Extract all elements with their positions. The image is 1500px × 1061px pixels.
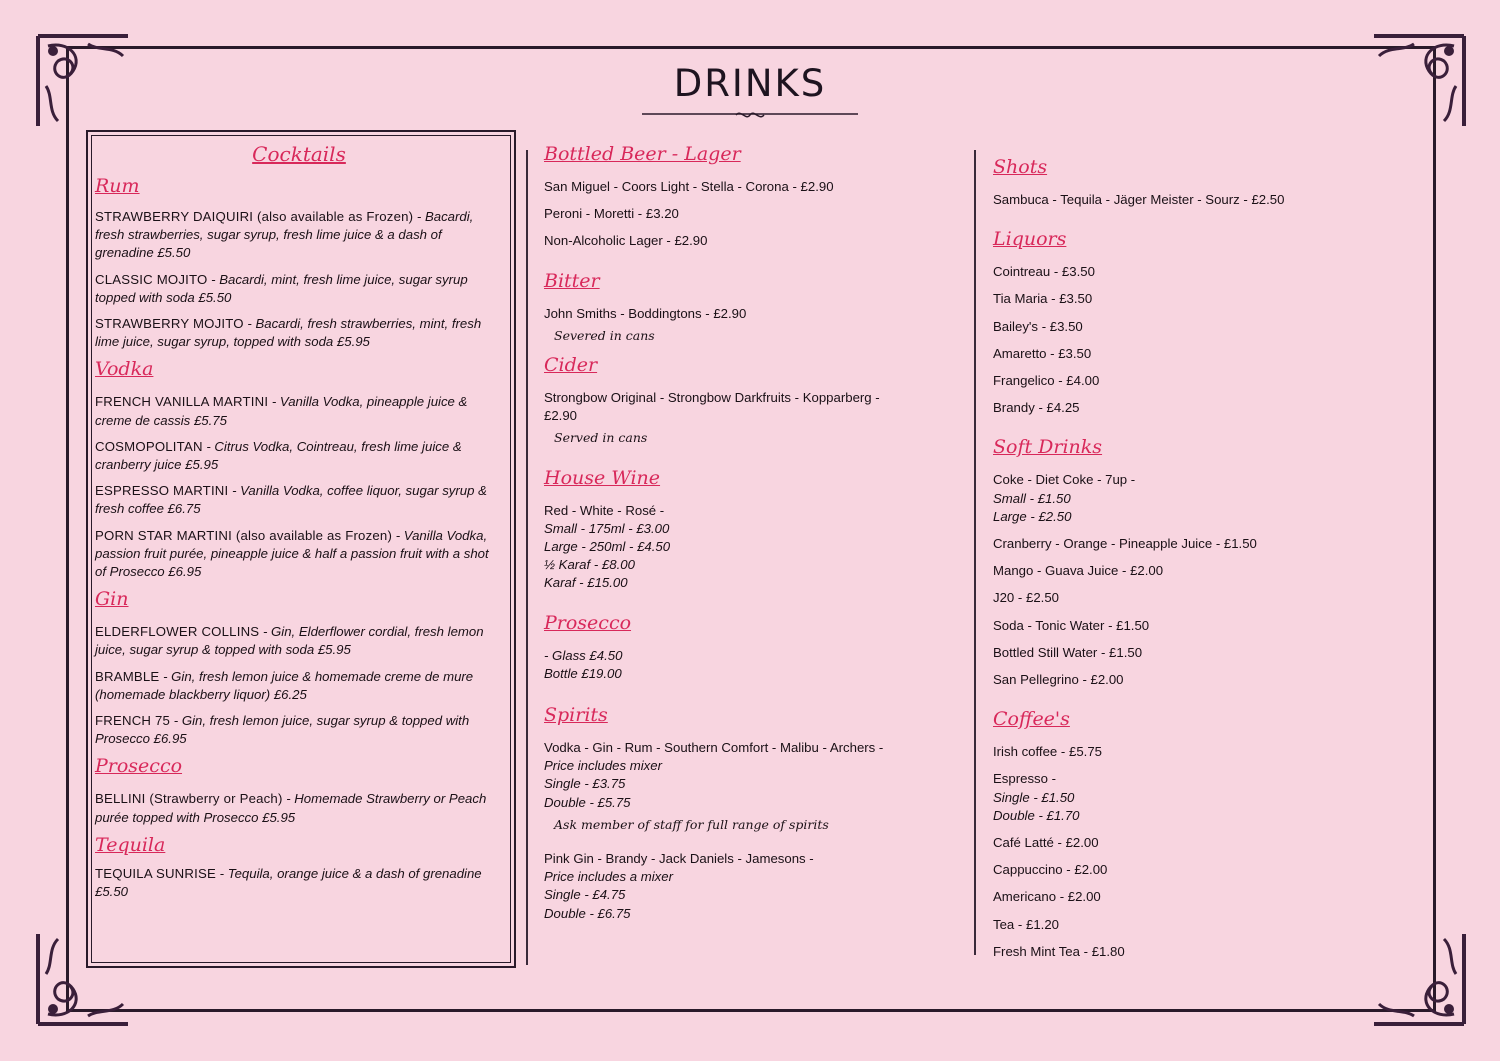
menu-item: BELLINI (Strawberry or Peach) - Homemade Strawberry or Peach purée topped with Prosecco £5.95 [95, 791, 487, 825]
price-line: Single - £3.75 [544, 776, 626, 792]
menu-item: STRAWBERRY MOJITO - Bacardi, fresh strawberries, mint, fresh lime juice, sugar syrup, topped with soda £5.95 [95, 316, 482, 350]
menu-line: Bailey's - £3.50 [993, 318, 1083, 334]
menu-item: FRENCH 75 - Gin, fresh lemon juice, sugar syrup & topped with Prosecco £6.95 [95, 713, 470, 747]
menu-item: BRAMBLE - Gin, fresh lemon juice & homemade creme de mure (homemade blackberry liquor) £6.25 [95, 668, 474, 702]
right-column [993, 155, 1413, 961]
menu-line: Fresh Mint Tea - £1.80 [993, 943, 1125, 959]
column-divider [974, 150, 976, 955]
menu-line: Vodka - Gin - Rum - Southern Comfort - Malibu - Archers - [544, 740, 884, 756]
menu-line: Pink Gin - Brandy - Jack Daniels - Jamesons - [544, 851, 814, 867]
menu-item: CLASSIC MOJITO - Bacardi, mint, fresh lime juice, sugar syrup topped with soda £5.50 [95, 271, 468, 305]
subheading-vodka: Vodka [95, 358, 154, 381]
menu-line: Coke - Diet Coke - 7up - [993, 472, 1136, 488]
menu-item: ELDERFLOWER COLLINS - Gin, Elderflower cordial, fresh lemon juice, sugar syrup & topped with soda £5.95 [95, 624, 484, 658]
floral-corner-icon [28, 26, 138, 136]
section-heading-cocktails: Cocktails [252, 142, 346, 166]
menu-line: Bottled Still Water - £1.50 [993, 644, 1143, 660]
subheading-rum: Rum [95, 175, 140, 197]
price-line: ½ Karaf - £8.00 [544, 557, 635, 573]
menu-line: Mango - Guava Juice - £2.00 [993, 563, 1164, 579]
menu-note: Ask member of staff for full range of spirits [554, 816, 829, 832]
menu-line: John Smiths - Boddingtons - £2.90 [544, 305, 747, 321]
section-heading-house-wine: House Wine [544, 466, 661, 489]
price-line: Small - 175ml - £3.00 [544, 520, 670, 536]
menu-line: Cointreau - £3.50 [993, 264, 1095, 280]
menu-line: Amaretto - £3.50 [993, 345, 1092, 361]
price-line: Karaf - £15.00 [544, 575, 628, 591]
price-line: Double - £1.70 [993, 807, 1080, 823]
section-heading-coffee: Coffee's [993, 708, 1070, 731]
menu-line: Tia Maria - £3.50 [993, 291, 1093, 307]
menu-note: Severed in cans [554, 327, 655, 343]
menu-item: ESPRESSO MARTINI - Vanilla Vodka, coffee liquor, sugar syrup & fresh coffee £6.75 [95, 483, 487, 517]
price-line: Large - 250ml - £4.50 [544, 539, 671, 555]
section-heading-prosecco: Prosecco [544, 611, 632, 634]
menu-line: Americano - £2.00 [993, 889, 1101, 905]
cocktails-column [95, 142, 503, 901]
menu-line: Strongbow Original - Strongbow Darkfruits - Kopparberg - [544, 390, 880, 406]
menu-line: Tea - £1.20 [993, 916, 1059, 932]
subheading-tequila: Tequila [95, 833, 166, 856]
menu-item: PORN STAR MARTINI (also available as Frozen) - Vanilla Vodka, passion fruit purée, pineapple juice & half a passion fruit with a shot of Prosecco £6.95 [95, 527, 489, 580]
menu-line: Cappuccino - £2.00 [993, 862, 1108, 878]
menu-line: Brandy - £4.25 [993, 400, 1080, 416]
price-line: Double - £5.75 [544, 794, 631, 810]
menu-line: Cranberry - Orange - Pineapple Juice - £1.50 [993, 536, 1257, 552]
price-line: Single - £4.75 [544, 887, 626, 903]
column-divider [526, 150, 528, 965]
title-divider-icon [642, 108, 858, 122]
menu-item: COSMOPOLITAN - Citrus Vodka, Cointreau, fresh lime juice & cranberry juice £5.95 [95, 438, 462, 473]
price-line: Double - £6.75 [544, 905, 631, 921]
menu-item: TEQUILA SUNRISE - Tequila, orange juice & a dash of grenadine £5.50 [95, 865, 482, 900]
section-heading-bitter: Bitter [544, 269, 600, 292]
price-line: - Glass £4.50 [544, 647, 623, 663]
menu-line: Café Latté - £2.00 [993, 835, 1099, 851]
price-line: Bottle £19.00 [544, 665, 622, 681]
menu-line: Peroni - Moretti - £3.20 [544, 206, 679, 222]
menu-line: Red - White - Rosé - [544, 502, 665, 518]
menu-line: Soda - Tonic Water - £1.50 [993, 617, 1150, 633]
subheading-gin: Gin [95, 588, 129, 611]
section-heading-liquors: Liquors [993, 228, 1067, 251]
price-line: Large - £2.50 [993, 508, 1072, 524]
menu-line: Espresso - [993, 771, 1057, 787]
menu-line: Non-Alcoholic Lager - £2.90 [544, 233, 708, 249]
menu-note: Served in cans [554, 430, 648, 446]
section-heading-beer: Bottled Beer - Lager [544, 143, 741, 165]
section-heading-spirits: Spirits [544, 704, 608, 727]
price-line: Price includes mixer [544, 758, 662, 774]
menu-line: £2.90 [544, 408, 578, 424]
menu-line: Irish coffee - £5.75 [993, 744, 1102, 760]
menu-line: J20 - £2.50 [993, 590, 1059, 606]
middle-column [544, 142, 964, 923]
menu-item: STRAWBERRY DAIQUIRI (also available as Frozen) - Bacardi, fresh strawberries, sugar syrup, fresh lime juice & a dash of grenadine £5.50 [95, 209, 474, 261]
menu-line: Sambuca - Tequila - Jäger Meister - Sourz - £2.50 [993, 192, 1285, 207]
menu-item: FRENCH VANILLA MARTINI - Vanilla Vodka, pineapple juice & creme de cassis £5.75 [95, 394, 468, 428]
subheading-prosecco: Prosecco [95, 755, 183, 778]
section-heading-soft-drinks: Soft Drinks [993, 436, 1103, 459]
menu-line: San Miguel - Coors Light - Stella - Corona - £2.90 [544, 179, 834, 194]
page-title: DRINKS [673, 62, 827, 105]
section-heading-cider: Cider [544, 354, 598, 377]
price-line: Single - £1.50 [993, 789, 1075, 805]
menu-line: San Pellegrino - £2.00 [993, 672, 1124, 688]
section-heading-shots: Shots [993, 156, 1048, 178]
floral-corner-icon [1364, 26, 1474, 136]
menu-line: Frangelico - £4.00 [993, 373, 1100, 389]
price-line: Price includes a mixer [544, 869, 673, 885]
price-line: Small - £1.50 [993, 490, 1071, 506]
